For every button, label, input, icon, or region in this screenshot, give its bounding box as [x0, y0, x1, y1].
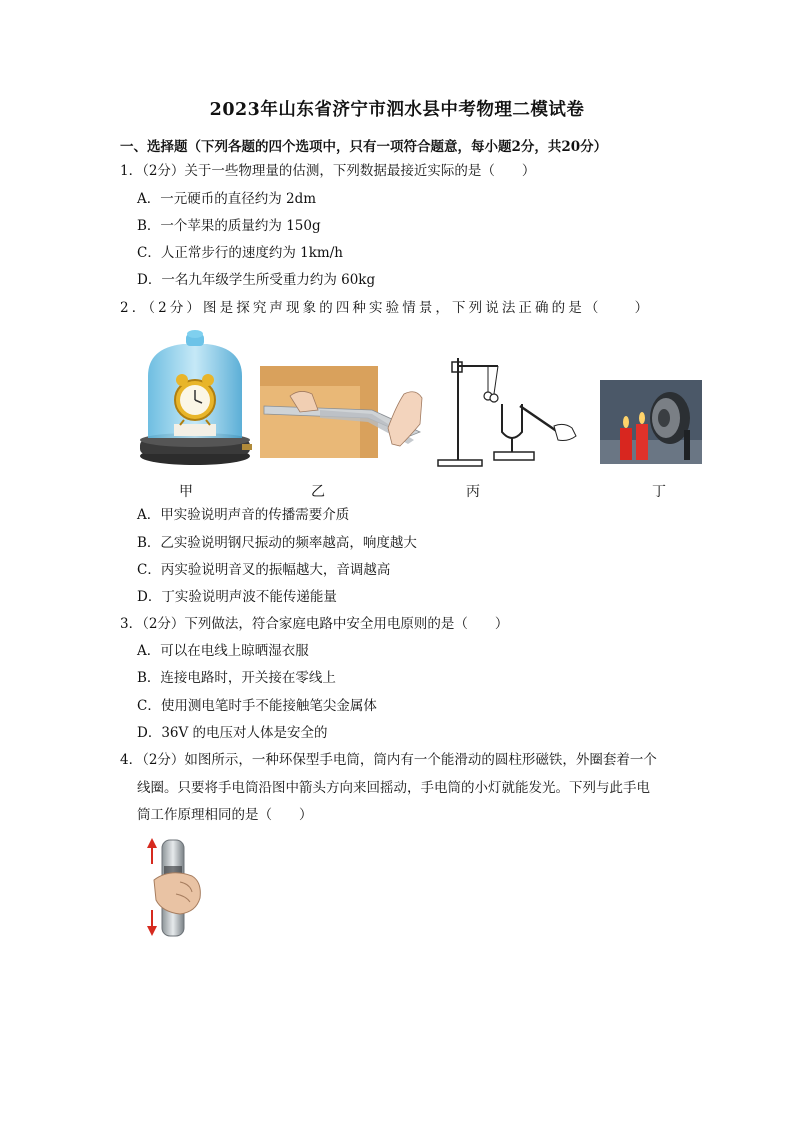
- q2-option-d: D．丁实验说明声波不能传递能量: [137, 589, 337, 605]
- figure-label-ding: 丁: [652, 484, 666, 500]
- speaker-candle-figure: [600, 380, 702, 464]
- question-1-stem: 1．（2分）关于一些物理量的估测，下列数据最接近实际的是（ ）: [120, 163, 536, 179]
- q1-option-a: A．一元硬币的直径约为 2dm: [137, 191, 317, 207]
- q1-option-c: C．人正常步行的速度约为 1km/h: [137, 245, 343, 261]
- question-4-stem-line-3: 筒工作原理相同的是（ ）: [137, 807, 313, 823]
- bell-jar-figure: [138, 328, 253, 468]
- question-4-stem-line-1: 4．（2分）如图所示，一种环保型手电筒，筒内有一个能滑动的圆柱形磁铁，外圈套着一个: [120, 752, 657, 768]
- question-2-stem: 2．（2分）图是探究声现象的四种实验情景，下列说法正确的是（ ）: [120, 300, 652, 316]
- q1-option-d: D．一名九年级学生所受重力约为 60kg: [137, 272, 376, 288]
- q1-option-b: B．一个苹果的质量约为 150g: [137, 218, 321, 234]
- tuning-fork-figure: [436, 352, 580, 470]
- section-heading: 一、选择题（下列各题的四个选项中，只有一项符合题意，每小题2分，共20分）: [120, 139, 608, 155]
- q3-option-a: A．可以在电线上晾晒湿衣服: [137, 643, 309, 659]
- q2-option-c: C．丙实验说明音叉的振幅越大，音调越高: [137, 562, 391, 578]
- ruler-figure: [260, 366, 428, 458]
- figure-label-jia: 甲: [179, 484, 193, 500]
- question-3-stem: 3．（2分）下列做法，符合家庭电路中安全用电原则的是（ ）: [120, 616, 509, 632]
- q2-option-a: A．甲实验说明声音的传播需要介质: [137, 507, 350, 523]
- q3-option-c: C．使用测电笔时手不能接触笔尖金属体: [137, 698, 377, 714]
- figure-label-bing: 丙: [466, 484, 480, 500]
- q2-option-b: B．乙实验说明钢尺振动的频率越高，响度越大: [137, 535, 417, 551]
- q3-option-d: D．36V 的电压对人体是安全的: [137, 725, 328, 741]
- q3-option-b: B．连接电路时，开关接在零线上: [137, 670, 336, 686]
- question-4-stem-line-2: 线圈。只要将手电筒沿图中箭头方向来回摇动，手电筒的小灯就能发光。下列与此手电: [137, 780, 650, 796]
- figure-label-yi: 乙: [311, 484, 325, 500]
- page-title: 2023年山东省济宁市泗水县中考物理二模试卷: [209, 100, 585, 120]
- flashlight-figure: [140, 836, 214, 940]
